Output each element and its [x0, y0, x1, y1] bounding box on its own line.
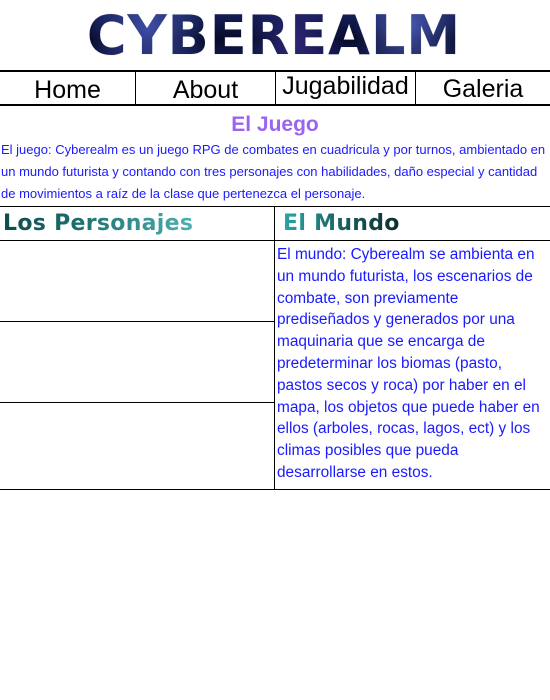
main-nav — [0, 70, 550, 106]
personajes-row-divider — [0, 402, 274, 403]
mundo-description: El mundo: Cyberealm se ambienta en un mundo futurista, los escenarios de combate, son previamente prediseñados y generados por una maquinaria que se encarga de predeterminar los biomas (pasto, pastos secos y roca) por haber en el mapa, los objetos que puede haber en ellos (arboles, rocas, lagos, ect) y los climas posibles que pueda desarrollarse en estos. — [277, 246, 540, 481]
nav-galeria[interactable]: Galeria — [442, 75, 524, 103]
personajes-row-divider — [0, 321, 274, 322]
column-divider — [274, 207, 275, 489]
nav-home[interactable]: Home — [0, 72, 136, 104]
site-logo[interactable]: CYBEREALM — [64, 8, 484, 64]
juego-description: El juego: Cyberealm es un juego RPG de combates en cuadricula y por turnos, ambientado en un mundo futurista y contando con tres personajes con habilidades, daño especial y cantidad de movimientos a raíz de la clase que pertenezca el personaje. — [1, 142, 546, 201]
content-grid — [0, 206, 550, 490]
mundo-heading: El Mundo — [283, 211, 400, 236]
nav-jugabilidad[interactable]: Jugabilidad — [276, 72, 416, 104]
personajes-heading: Los Personajes — [3, 211, 194, 236]
nav-about[interactable]: About — [136, 72, 276, 104]
juego-heading: El Juego — [231, 113, 319, 136]
header-divider — [0, 240, 550, 241]
